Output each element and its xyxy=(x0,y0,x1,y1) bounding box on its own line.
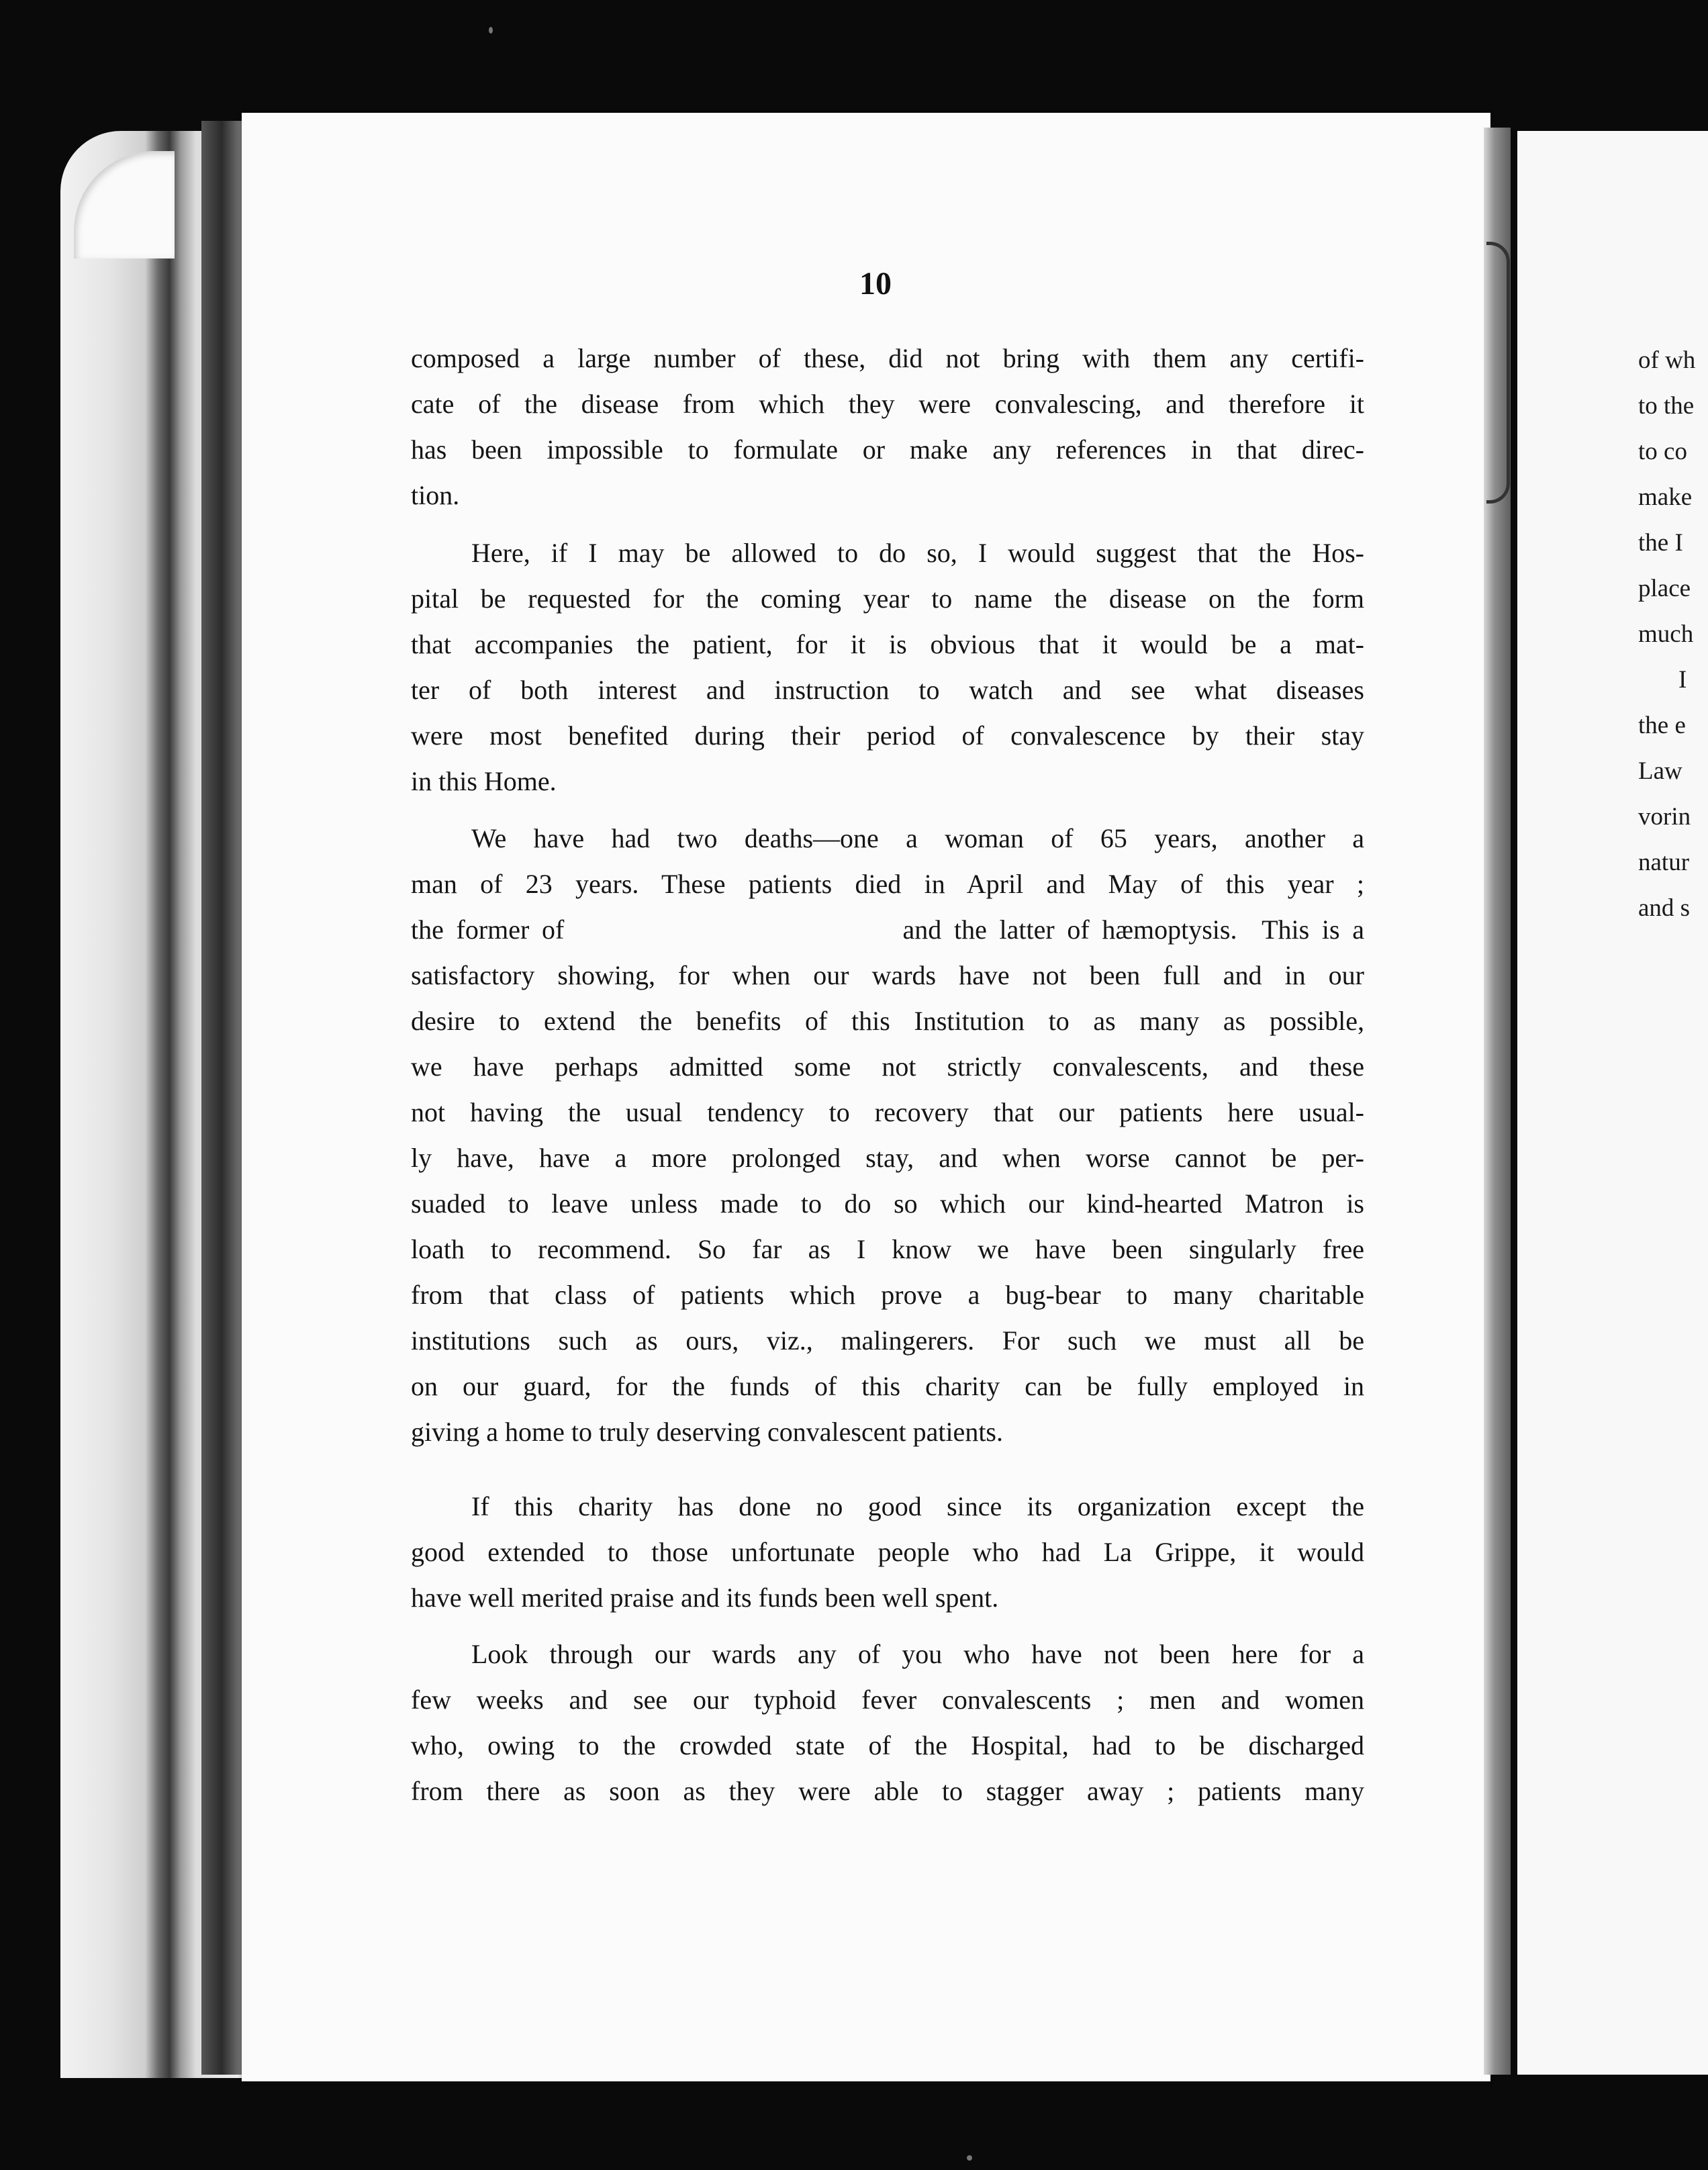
text-line: desire to extend the benefits of this Institution to as many as possible, xyxy=(411,1006,1364,1036)
text-line: Look through our wards any of you who have not been here for a xyxy=(471,1639,1364,1669)
text-line: has been impossible to formulate or make any references in that direc- xyxy=(411,434,1364,465)
facing-page xyxy=(1517,131,1708,2075)
facing-line: of wh xyxy=(1638,346,1696,374)
text-line: few weeks and see our typhoid fever convalescents ; men and women xyxy=(411,1685,1364,1715)
text-line: ter of both interest and instruction to watch and see what diseases xyxy=(411,675,1364,705)
facing-line: Law xyxy=(1638,757,1682,785)
text-line: cate of the disease from which they were convalescing, and therefore it xyxy=(411,389,1364,419)
text-line: loath to recommend. So far as I know we have been singularly free xyxy=(411,1234,1364,1264)
facing-line: place xyxy=(1638,575,1691,602)
facing-line: vorin xyxy=(1638,803,1691,831)
text-line: We have had two deaths—one a woman of 65 years, another a xyxy=(471,823,1364,853)
paragraph xyxy=(411,336,1364,518)
facing-line: much xyxy=(1638,620,1694,648)
paragraph xyxy=(411,1632,1364,1814)
text-line: suaded to leave unless made to do so which our kind-hearted Matron is xyxy=(411,1188,1364,1219)
scan-speck xyxy=(967,2155,972,2161)
text-line: good extended to those unfortunate people who had La Grippe, it would xyxy=(411,1537,1364,1567)
text-line: we have perhaps admitted some not strictly convalescents, and these xyxy=(411,1051,1364,1082)
facing-line: and s xyxy=(1638,894,1691,922)
text-line: man of 23 years. These patients died in April and May of this year ; xyxy=(411,869,1364,899)
text-line: not having the usual tendency to recovery that our patients here usual- xyxy=(411,1097,1364,1127)
paragraph xyxy=(411,816,1364,1455)
folded-corner xyxy=(74,151,175,258)
page-right-edge xyxy=(1484,128,1511,2075)
text-line: were most benefited during their period of convalescence by their stay xyxy=(411,720,1364,751)
facing-line: the I xyxy=(1638,529,1683,557)
facing-line: to the xyxy=(1638,392,1695,420)
text-line: ly have, have a more prolonged stay, and when worse cannot be per- xyxy=(411,1143,1364,1173)
text-line: in this Home. xyxy=(411,766,557,796)
text-line: Here, if I may be allowed to do so, I would suggest that the Hos- xyxy=(471,538,1364,568)
text-line: tion. xyxy=(411,480,460,510)
text-line: composed a large number of these, did not bring with them any certifi- xyxy=(411,343,1364,373)
text-line: institutions such as ours, viz., malingerers. For such we must all be xyxy=(411,1325,1364,1356)
facing-line: to co xyxy=(1638,438,1687,465)
text-line: have well merited praise and its funds been well spent. xyxy=(411,1583,999,1613)
text-line: that accompanies the patient, for it is obvious that it would be a mat- xyxy=(411,629,1364,659)
facing-line: make xyxy=(1638,483,1693,511)
facing-line: the e xyxy=(1638,712,1686,739)
book-spine-edge xyxy=(201,121,242,2075)
paragraph xyxy=(411,1484,1364,1621)
text-line: If this charity has done no good since its organization except the xyxy=(471,1491,1364,1521)
paragraph xyxy=(411,530,1364,804)
text-line: who, owing to the crowded state of the Hospital, had to be discharged xyxy=(411,1730,1364,1760)
text-line: pital be requested for the coming year to name the disease on the form xyxy=(411,583,1364,614)
text-line: from there as soon as they were able to stagger away ; patients many xyxy=(411,1776,1364,1806)
binding-clip xyxy=(1486,242,1510,504)
page-number: 10 xyxy=(859,266,892,301)
facing-line: I xyxy=(1678,666,1687,694)
facing-line: natur xyxy=(1638,849,1690,876)
text-line: giving a home to truly deserving convalescent patients. xyxy=(411,1417,1003,1447)
text-line: the former of and the latter of hæmoptysis. This is a xyxy=(411,914,1364,945)
scan-speck xyxy=(489,27,493,34)
text-line: on our guard, for the funds of this charity can be fully employed in xyxy=(411,1371,1364,1401)
text-line: satisfactory showing, for when our wards have not been full and in our xyxy=(411,960,1364,990)
text-line: from that class of patients which prove a bug-bear to many charitable xyxy=(411,1280,1364,1310)
